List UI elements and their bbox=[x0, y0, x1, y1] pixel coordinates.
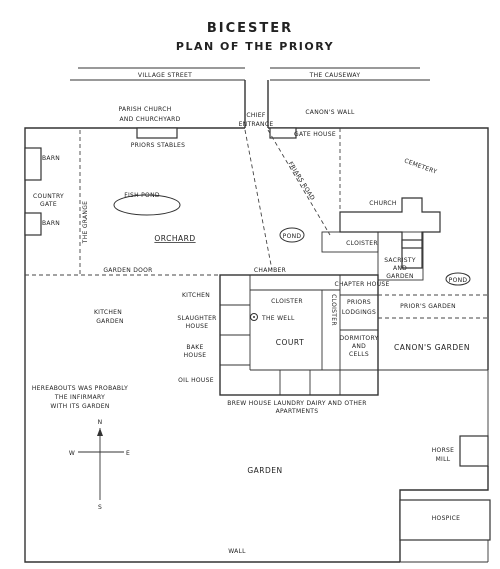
barn-top-label: BARN bbox=[42, 155, 61, 162]
cloister-inner-label: CLOISTER bbox=[271, 298, 303, 305]
compass-e: E bbox=[125, 450, 131, 457]
causeway-label: THE CAUSEWAY bbox=[309, 72, 361, 79]
village-street-label: VILLAGE STREET bbox=[137, 72, 193, 79]
chief-entrance-label-2: ENTRANCE bbox=[238, 121, 274, 128]
church-label: CHURCH bbox=[369, 200, 397, 207]
garden-label: GARDEN bbox=[247, 466, 283, 475]
chapter-house-label: CHAPTER HOUSE bbox=[334, 281, 390, 288]
kitchen-label: KITCHEN bbox=[181, 292, 211, 299]
canons-wall-label: CANON'S WALL bbox=[305, 109, 355, 116]
pond-right-label: POND bbox=[448, 277, 468, 284]
streets bbox=[70, 68, 430, 80]
cloister-vertical-label: CLOISTER bbox=[330, 294, 337, 326]
friars-road-label: FRIARS ROAD bbox=[286, 160, 316, 202]
cloister-top-label: CLOISTER bbox=[346, 240, 378, 247]
infirmary-label-2: THE INFIRMARY bbox=[54, 394, 106, 401]
compass-rose bbox=[69, 419, 130, 511]
canons-garden-label: CANON'S GARDEN bbox=[394, 343, 470, 352]
slaughter-house-label-1: SLAUGHTER bbox=[177, 315, 217, 322]
infirmary-label-3: WITH ITS GARDEN bbox=[50, 403, 110, 410]
horse-mill-label-1: HORSE bbox=[431, 447, 455, 454]
slaughter-house-label-2: HOUSE bbox=[185, 323, 209, 330]
country-gate-label-2: GATE bbox=[40, 201, 57, 208]
cemetery-label: CEMETERY bbox=[403, 157, 438, 176]
priors-stables-label: PRIORS STABLES bbox=[130, 142, 186, 149]
horse-mill bbox=[460, 436, 488, 466]
churchyard-label: AND CHURCHYARD bbox=[119, 116, 181, 123]
pond-mid-label: POND bbox=[282, 233, 302, 240]
gate-house bbox=[270, 128, 296, 138]
sacristy-label-2: AND bbox=[392, 265, 408, 272]
brewhouse-label-1: BREW HOUSE LAUNDRY DAIRY AND OTHER bbox=[227, 400, 367, 407]
sacristy-label-1: SACRISTY bbox=[384, 257, 416, 264]
compass-n: N bbox=[97, 419, 103, 426]
hospice-label: HOSPICE bbox=[431, 515, 461, 522]
compass-s: S bbox=[97, 504, 103, 511]
map-title: BICESTER bbox=[206, 21, 294, 36]
priors-lodgings-label-1: PRIORS bbox=[346, 299, 372, 306]
kitchen-garden-label-2: GARDEN bbox=[96, 318, 124, 325]
gate-house-label: GATE HOUSE bbox=[294, 131, 336, 138]
dormitory-label-1: DORMITORY bbox=[339, 335, 379, 342]
entrance-path bbox=[245, 130, 272, 270]
chief-entrance-label-1: CHIEF bbox=[246, 112, 266, 119]
oil-house-label: OIL HOUSE bbox=[178, 377, 214, 384]
priors-garden-label: PRIOR'S GARDEN bbox=[400, 303, 456, 310]
barn-bottom bbox=[25, 213, 41, 235]
dormitory-label-3: CELLS bbox=[349, 351, 369, 358]
infirmary-label-1: HEREABOUTS WAS PROBABLY bbox=[31, 385, 129, 392]
bake-house-label-1: BAKE bbox=[186, 344, 204, 351]
dormitory-label-2: AND bbox=[351, 343, 367, 350]
barn-top bbox=[25, 148, 41, 180]
country-gate-label-1: COUNTRY bbox=[33, 193, 65, 200]
compass-w: W bbox=[68, 450, 76, 457]
map-subtitle: PLAN OF THE PRIORY bbox=[175, 40, 335, 53]
court-label: COURT bbox=[275, 338, 305, 347]
chamber-label: CHAMBER bbox=[253, 267, 287, 274]
orchard-label: ORCHARD bbox=[154, 234, 196, 243]
kitchen-garden-label-1: KITCHEN bbox=[93, 309, 123, 316]
the-grange-label: THE GRANGE bbox=[82, 200, 89, 244]
barn-bottom-label: BARN bbox=[42, 220, 61, 227]
fish-pond-label: FISH POND bbox=[124, 192, 160, 199]
priors-stables bbox=[137, 128, 177, 138]
church-transept bbox=[402, 240, 422, 248]
garden-door-label: GARDEN DOOR bbox=[103, 267, 153, 274]
sacristy-label-3: GARDEN bbox=[386, 273, 414, 280]
brewhouse-label-2: APARTMENTS bbox=[275, 408, 319, 415]
wall-label: WALL bbox=[228, 548, 246, 555]
priors-lodgings-label-2: LODGINGS bbox=[341, 309, 377, 316]
the-well-label: THE WELL bbox=[262, 315, 295, 322]
horse-mill-label-2: MILL bbox=[435, 456, 451, 463]
bake-house-label-2: HOUSE bbox=[183, 352, 207, 359]
parish-church-label: PARISH CHURCH bbox=[118, 106, 172, 113]
